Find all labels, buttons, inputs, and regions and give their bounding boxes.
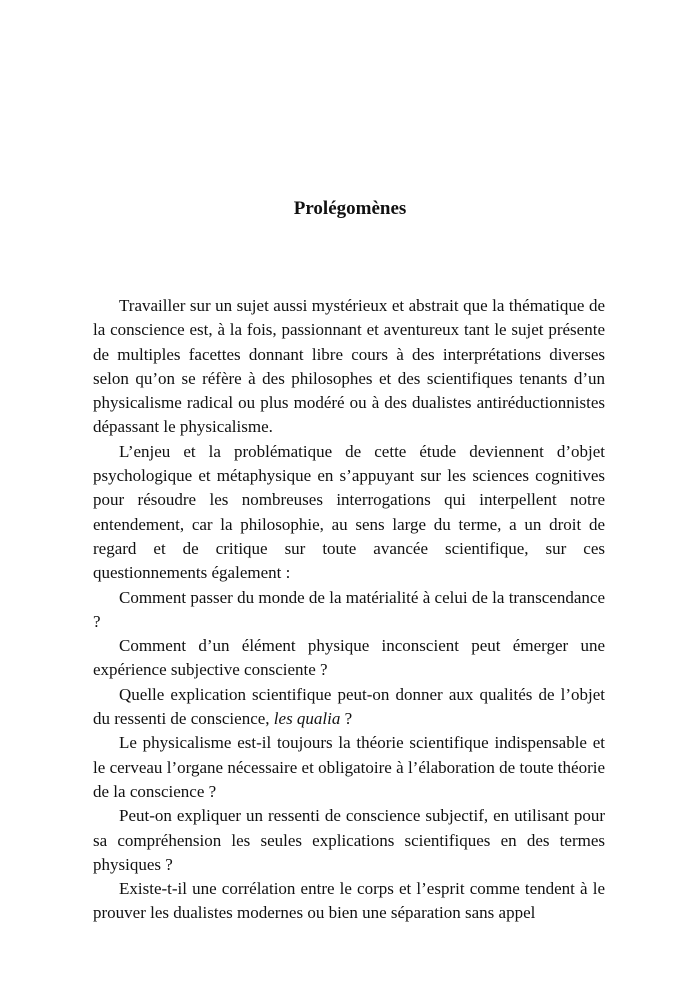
paragraph-4: Comment d’un élément physique inconscient peut émerger une expérience subjective consciente ? xyxy=(93,636,605,680)
paragraph-6: Le physicalisme est-il toujours la théorie scientifique indispensable et le cerveau l’organe nécessaire et obligatoire à l’élaboration de toute théorie de la conscience ? xyxy=(93,733,605,801)
body-text xyxy=(93,294,605,926)
paragraph-2: L’enjeu et la problématique de cette étude deviennent d’objet psychologique et métaphysique en s’appuyant sur les sciences cognitives pour résoudre les nombreuses interrogations qui interpellent notre entendement, car la philosophie, au sens large du terme, a un droit de regard et de critique sur toute avancée scientifique, sur ces questionnements également : xyxy=(93,441,605,583)
paragraph-8: Existe-t-il une corrélation entre le corps et l’esprit comme tendent à le prouver les dualistes modernes ou bien une séparation sans appel xyxy=(93,879,605,923)
chapter-title: Prolégomènes xyxy=(293,198,407,219)
paragraph-5-italic: les qualia xyxy=(273,709,341,729)
paragraph-5-after: ? xyxy=(340,709,353,729)
paragraph-5 xyxy=(93,683,605,732)
paragraph-1: Travailler sur un sujet aussi mystérieux et abstrait que la thématique de la conscience est, à la fois, passionnant et aventureux tant le sujet présente de multiples facettes donnant libre cours à des interprétations diverses selon qu’on se réfère à des philosophes et des scientifiques tenants d’un physicalisme radical ou plus modéré ou à des dualistes antiréductionnistes dépassant le physicalisme. xyxy=(93,296,605,437)
paragraph-3: Comment passer du monde de la matérialité à celui de la transcendance ? xyxy=(93,587,605,631)
paragraph-5-text: Quelle explication scientifique peut-on donner aux qualités de l’objet du ressenti de conscience, xyxy=(93,684,605,729)
paragraph-7: Peut-on expliquer un ressenti de conscience subjectif, en utilisant pour sa compréhension les seules explications scientifiques en des termes physiques ? xyxy=(93,806,605,874)
